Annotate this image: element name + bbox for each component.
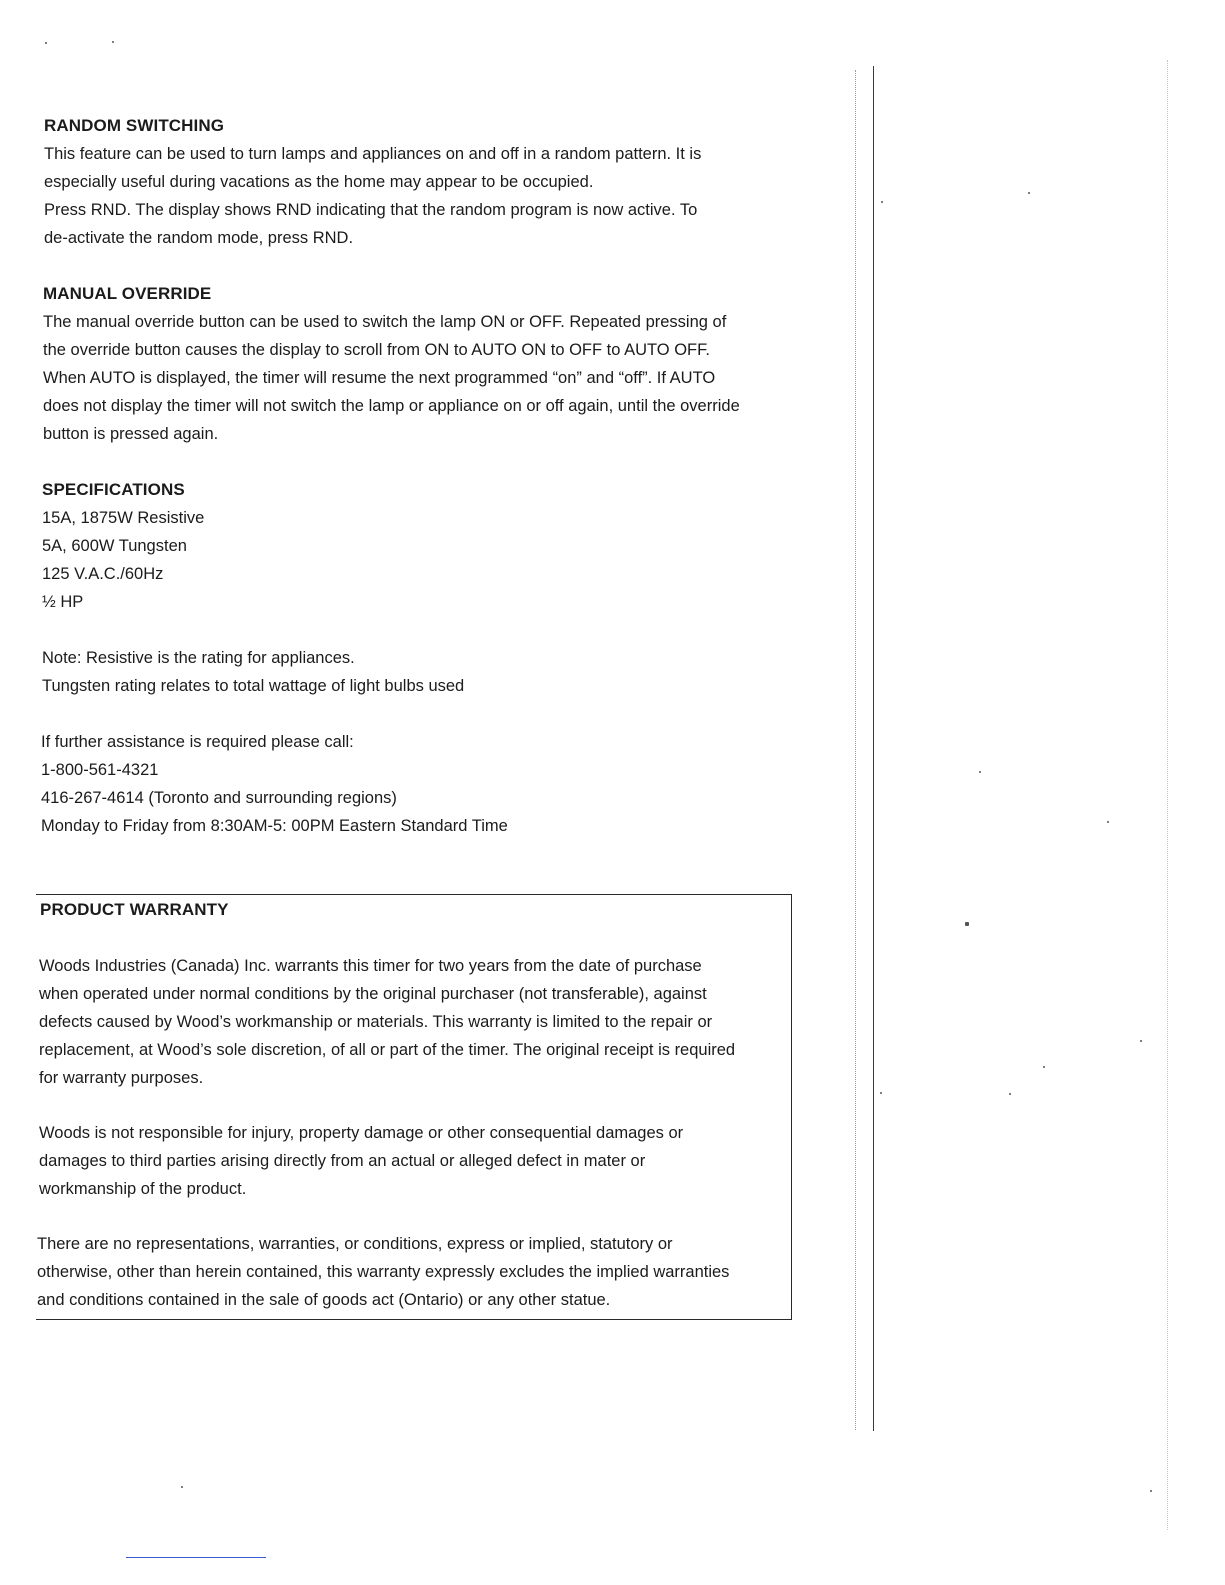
specifications-heading: SPECIFICATIONS — [42, 480, 185, 499]
warranty-paragraph — [39, 1119, 781, 1203]
manual-override-section — [43, 280, 795, 448]
scan-speck — [881, 201, 883, 203]
scan-speck — [979, 771, 981, 773]
scan-speck — [1009, 1093, 1011, 1095]
scan-speck — [1107, 821, 1109, 823]
scan-speck — [1140, 1040, 1142, 1042]
specification-item: 5A, 600W Tungsten — [42, 537, 187, 555]
warranty-line: replacement, at Wood’s sole discretion, of all or part of the timer. The original receipt is required — [39, 1041, 736, 1059]
warranty-line: Woods Industries (Canada) Inc. warrants this timer for two years from the date of purchase — [39, 957, 702, 975]
random-switching-line: This feature can be used to turn lamps and appliances on and off in a random pattern. It is — [44, 145, 702, 163]
warranty-paragraph — [39, 952, 781, 1092]
warranty-paragraph — [37, 1230, 781, 1314]
warranty-line: workmanship of the product. — [39, 1180, 247, 1198]
specifications-section — [42, 476, 794, 616]
specification-item: 15A, 1875W Resistive — [42, 509, 205, 527]
note-section — [42, 644, 794, 700]
business-hours: Monday to Friday from 8:30AM-5: 00PM Eastern Standard Time — [41, 817, 508, 835]
manual-override-heading: MANUAL OVERRIDE — [43, 284, 212, 303]
assistance-line: If further assistance is required please call: — [41, 733, 354, 751]
scan-speck — [112, 41, 114, 43]
manual-override-line: the override button causes the display to scroll from ON to AUTO ON to OFF to AUTO OFF. — [43, 341, 710, 359]
assistance-section — [41, 728, 793, 840]
note-line: Note: Resistive is the rating for appliances. — [42, 649, 355, 667]
manual-override-line: button is pressed again. — [43, 425, 219, 443]
scan-edge-line — [1167, 60, 1168, 1530]
scan-mark — [126, 1557, 266, 1558]
random-switching-heading: RANDOM SWITCHING — [44, 116, 225, 135]
warranty-line: damages to third parties arising directly from an actual or alleged defect in mater or — [39, 1152, 646, 1170]
manual-override-line: The manual override button can be used to switch the lamp ON or OFF. Repeated pressing of — [43, 313, 727, 331]
warranty-line: defects caused by Wood’s workmanship or materials. This warranty is limited to the repair or — [39, 1013, 713, 1031]
specification-item: ½ HP — [42, 593, 84, 611]
warranty-line: for warranty purposes. — [39, 1069, 204, 1087]
warranty-line: Woods is not responsible for injury, property damage or other consequential damages or — [39, 1124, 684, 1142]
phone-number: 1-800-561-4321 — [41, 761, 159, 779]
phone-number: 416-267-4614 (Toronto and surrounding regions) — [41, 789, 397, 807]
random-switching-section — [44, 112, 796, 252]
warranty-line: and conditions contained in the sale of goods act (Ontario) or any other statue. — [37, 1291, 611, 1309]
specification-item: 125 V.A.C./60Hz — [42, 565, 164, 583]
manual-override-line: does not display the timer will not switch the lamp or appliance on or off again, until the override — [43, 397, 740, 415]
warranty-line: otherwise, other than herein contained, this warranty expressly excludes the implied warranties — [37, 1263, 730, 1281]
warranty-line: There are no representations, warranties, or conditions, express or implied, statutory or — [37, 1235, 673, 1253]
scan-speck — [45, 42, 47, 44]
scan-speck — [880, 1092, 882, 1094]
manual-override-line: When AUTO is displayed, the timer will resume the next programmed “on” and “off”. If AUTO — [43, 369, 716, 387]
scan-speck — [181, 1486, 183, 1488]
warranty-line: when operated under normal conditions by the original purchaser (not transferable), against — [39, 985, 707, 1003]
scan-fold-line — [873, 66, 874, 1431]
warranty-heading: PRODUCT WARRANTY — [40, 900, 229, 919]
random-switching-line: especially useful during vacations as the home may appear to be occupied. — [44, 173, 594, 191]
scan-speck — [965, 922, 969, 926]
random-switching-line: de-activate the random mode, press RND. — [44, 229, 354, 247]
random-switching-line: Press RND. The display shows RND indicating that the random program is now active. To — [44, 201, 698, 219]
note-line: Tungsten rating relates to total wattage of light bulbs used — [42, 677, 465, 695]
scan-speck — [1150, 1490, 1152, 1492]
scan-fold-line — [855, 70, 856, 1430]
scan-speck — [1028, 192, 1030, 194]
scan-speck — [1043, 1066, 1045, 1068]
